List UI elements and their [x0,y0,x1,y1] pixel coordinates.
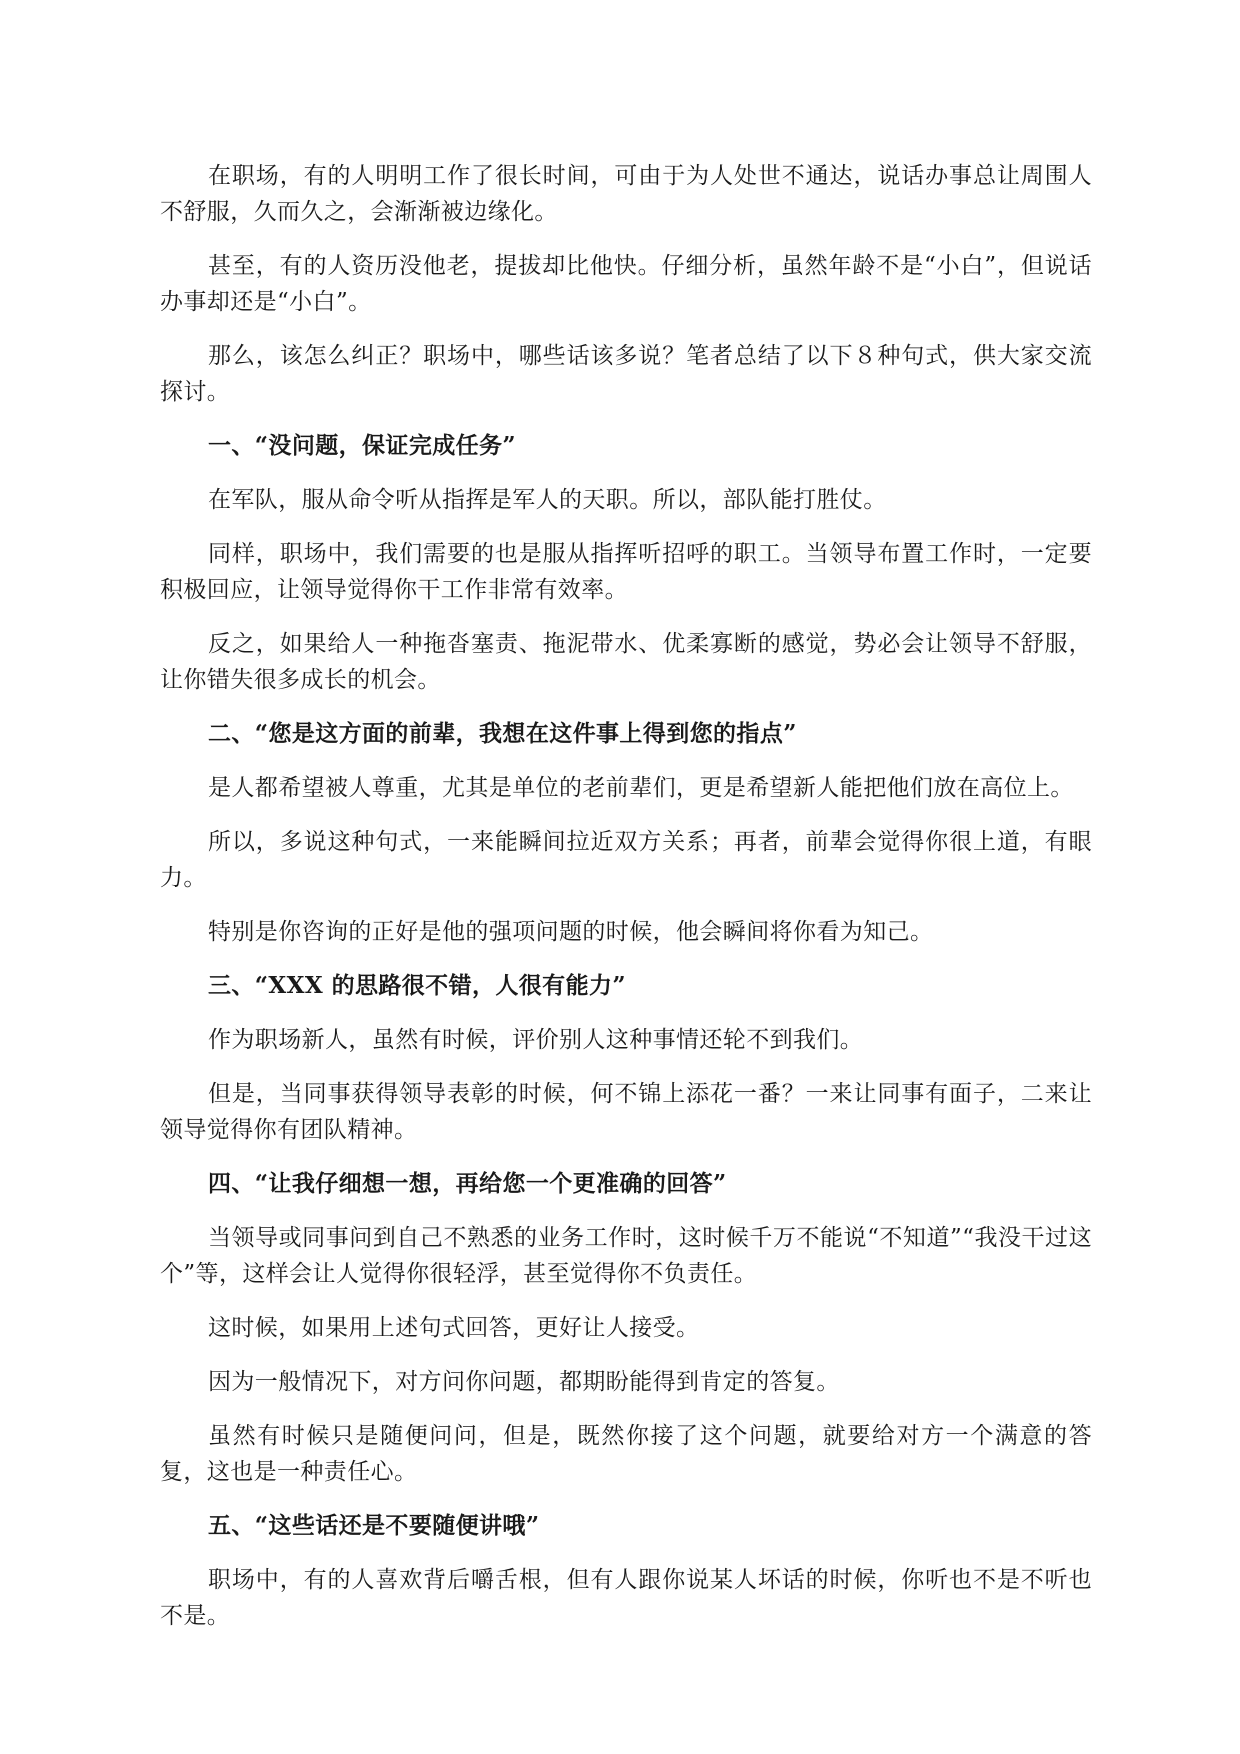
document-page [160,158,1092,1652]
paragraph: 虽然有时候只是随便问问，但是，既然你接了这个问题，就要给对方一个满意的答复，这也是一种责任心。 [160,1423,1092,1485]
paragraph: 所以，多说这种句式，一来能瞬间拉近双方关系；再者，前辈会觉得你很上道，有眼力。 [160,829,1092,891]
paragraph: 在职场，有的人明明工作了很长时间，可由于为人处世不通达，说话办事总让周围人不舒服，久而久之，会渐渐被边缘化。 [160,163,1092,225]
paragraph: 在军队，服从命令听从指挥是军人的天职。所以，部队能打胜仗。 [208,487,887,513]
paragraph: 特别是你咨询的正好是他的强项问题的时候，他会瞬间将你看为知己。 [208,919,934,945]
paragraph: 这时候，如果用上述句式回答，更好让人接受。 [208,1315,700,1341]
paragraph: 甚至，有的人资历没他老，提拔却比他快。仔细分析，虽然年龄不是“小白”，但说话办事却还是“小白”。 [160,253,1092,315]
section-heading: 一、“没问题，保证完成任务” [208,432,517,459]
section-heading: 四、“让我仔细想一想，再给您一个更准确的回答” [208,1170,727,1197]
paragraph: 职场中，有的人喜欢背后嚼舌根，但有人跟你说某人坏话的时候，你听也不是不听也不是。 [160,1567,1092,1629]
section-heading: 三、“XXX 的思路很不错，人很有能力” [208,972,627,999]
section-heading: 五、“这些话还是不要随便讲哦” [208,1512,540,1539]
paragraph: 是人都希望被人尊重，尤其是单位的老前辈们，更是希望新人能把他们放在高位上。 [208,775,1074,801]
section-heading: 二、“您是这方面的前辈，我想在这件事上得到您的指点” [208,720,797,747]
paragraph: 但是，当同事获得领导表彰的时候，何不锦上添花一番？一来让同事有面子，二来让领导觉得你有团队精神。 [160,1081,1092,1143]
paragraph: 当领导或同事问到自己不熟悉的业务工作时，这时候千万不能说“不知道”“我没干过这个”等，这样会让人觉得你很轻浮，甚至觉得你不负责任。 [160,1225,1092,1287]
paragraph: 那么，该怎么纠正？职场中，哪些话该多说？笔者总结了以下８种句式，供大家交流探讨。 [160,343,1092,405]
paragraph: 作为职场新人，虽然有时候，评价别人这种事情还轮不到我们。 [208,1027,864,1053]
paragraph: 同样，职场中，我们需要的也是服从指挥听招呼的职工。当领导布置工作时，一定要积极回应，让领导觉得你干工作非常有效率。 [160,541,1092,603]
paragraph: 反之，如果给人一种拖沓塞责、拖泥带水、优柔寡断的感觉，势必会让领导不舒服，让你错失很多成长的机会。 [160,631,1092,693]
paragraph: 因为一般情况下，对方问你问题，都期盼能得到肯定的答复。 [208,1369,840,1395]
